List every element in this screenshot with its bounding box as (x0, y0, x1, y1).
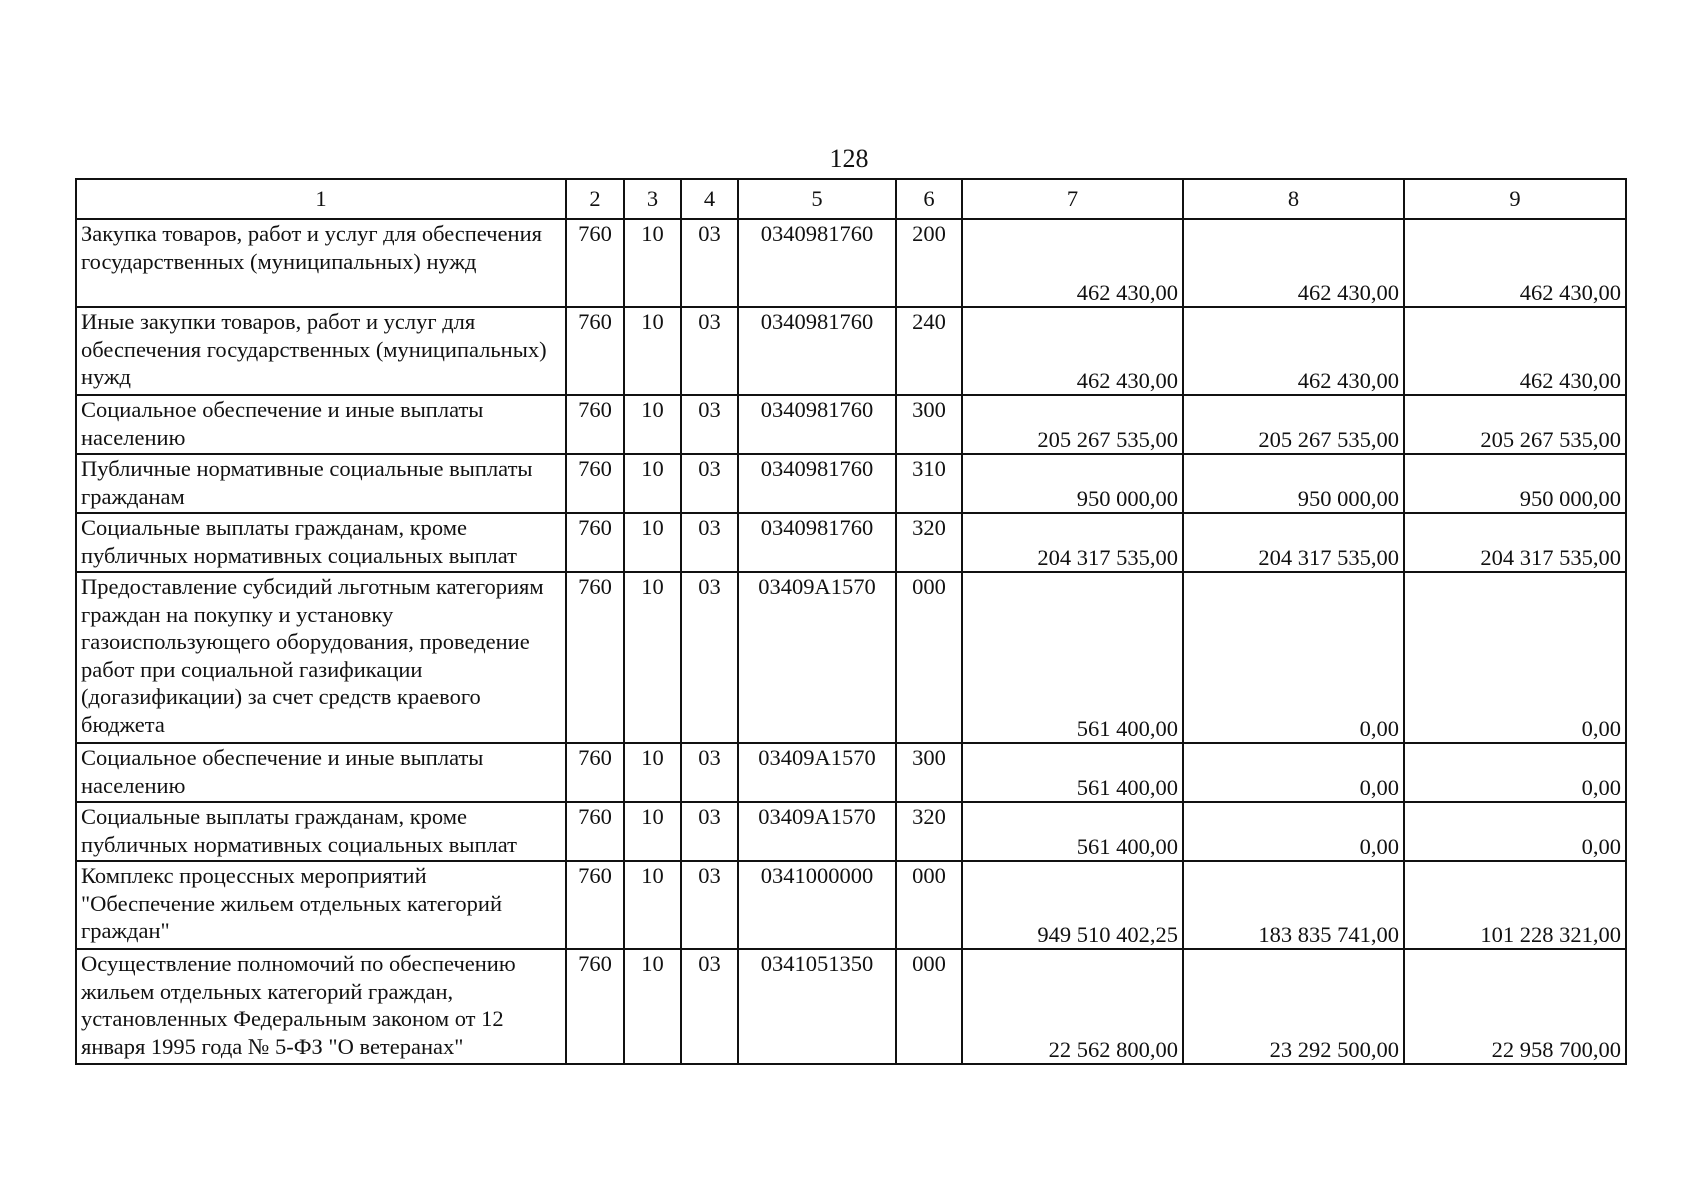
row-code-6: 310 (896, 454, 962, 513)
row-code-5: 0340981760 (738, 454, 896, 513)
row-name: Предоставление субсидий льготным категориям граждан на покупку и установку газоиспользующего оборудования, проведение работ при социальной газификации (догазификации) за счет средств краевого бюджета (76, 572, 566, 743)
column-header: 8 (1183, 179, 1404, 219)
row-amount-7: 204 317 535,00 (962, 513, 1183, 572)
column-header: 5 (738, 179, 896, 219)
row-code-4: 03 (681, 743, 738, 802)
column-header: 1 (76, 179, 566, 219)
row-amount-8: 183 835 741,00 (1183, 861, 1404, 949)
row-code-6: 000 (896, 572, 962, 743)
row-amount-9: 101 228 321,00 (1404, 861, 1626, 949)
row-amount-7: 561 400,00 (962, 572, 1183, 743)
row-code-4: 03 (681, 949, 738, 1064)
row-code-3: 10 (624, 949, 681, 1064)
table-row (76, 454, 1626, 513)
column-header: 7 (962, 179, 1183, 219)
row-amount-9: 950 000,00 (1404, 454, 1626, 513)
row-code-4: 03 (681, 861, 738, 949)
row-code-6: 000 (896, 861, 962, 949)
row-amount-8: 950 000,00 (1183, 454, 1404, 513)
row-amount-8: 23 292 500,00 (1183, 949, 1404, 1064)
row-code-5: 0341000000 (738, 861, 896, 949)
row-code-6: 300 (896, 395, 962, 454)
table-row (76, 861, 1626, 949)
row-amount-9: 462 430,00 (1404, 307, 1626, 395)
row-code-6: 200 (896, 219, 962, 307)
row-code-4: 03 (681, 395, 738, 454)
row-code-2: 760 (566, 949, 624, 1064)
table-row (76, 949, 1626, 1064)
row-amount-7: 462 430,00 (962, 307, 1183, 395)
row-name: Публичные нормативные социальные выплаты гражданам (76, 454, 566, 513)
row-amount-9: 0,00 (1404, 802, 1626, 861)
row-amount-7: 561 400,00 (962, 743, 1183, 802)
column-header: 6 (896, 179, 962, 219)
row-amount-8: 0,00 (1183, 572, 1404, 743)
row-amount-8: 462 430,00 (1183, 219, 1404, 307)
row-code-4: 03 (681, 219, 738, 307)
row-code-2: 760 (566, 802, 624, 861)
row-amount-8: 0,00 (1183, 743, 1404, 802)
row-code-4: 03 (681, 572, 738, 743)
row-amount-7: 205 267 535,00 (962, 395, 1183, 454)
table-row (76, 395, 1626, 454)
table-row (76, 572, 1626, 743)
row-amount-8: 204 317 535,00 (1183, 513, 1404, 572)
row-amount-9: 205 267 535,00 (1404, 395, 1626, 454)
page-number: 128 (829, 144, 869, 173)
row-code-5: 03409A1570 (738, 572, 896, 743)
column-header: 4 (681, 179, 738, 219)
row-code-2: 760 (566, 572, 624, 743)
column-header: 3 (624, 179, 681, 219)
row-code-5: 0340981760 (738, 219, 896, 307)
table-row (76, 743, 1626, 802)
table-row (76, 802, 1626, 861)
row-code-3: 10 (624, 219, 681, 307)
row-code-3: 10 (624, 861, 681, 949)
column-header: 2 (566, 179, 624, 219)
row-code-3: 10 (624, 395, 681, 454)
row-name: Социальные выплаты гражданам, кроме публичных нормативных социальных выплат (76, 513, 566, 572)
row-amount-7: 949 510 402,25 (962, 861, 1183, 949)
row-code-2: 760 (566, 861, 624, 949)
row-code-5: 0341051350 (738, 949, 896, 1064)
row-code-5: 0340981760 (738, 307, 896, 395)
row-code-6: 320 (896, 513, 962, 572)
row-amount-8: 462 430,00 (1183, 307, 1404, 395)
row-name: Социальное обеспечение и иные выплаты населению (76, 395, 566, 454)
row-code-3: 10 (624, 307, 681, 395)
row-code-2: 760 (566, 454, 624, 513)
row-amount-7: 561 400,00 (962, 802, 1183, 861)
table-row (76, 307, 1626, 395)
row-code-2: 760 (566, 743, 624, 802)
row-amount-9: 0,00 (1404, 743, 1626, 802)
row-code-4: 03 (681, 454, 738, 513)
row-code-3: 10 (624, 743, 681, 802)
row-code-6: 000 (896, 949, 962, 1064)
row-code-5: 0340981760 (738, 395, 896, 454)
row-code-5: 03409A1570 (738, 743, 896, 802)
row-code-4: 03 (681, 513, 738, 572)
row-code-2: 760 (566, 395, 624, 454)
row-code-2: 760 (566, 307, 624, 395)
row-amount-7: 22 562 800,00 (962, 949, 1183, 1064)
row-code-2: 760 (566, 513, 624, 572)
row-name: Социальное обеспечение и иные выплаты населению (76, 743, 566, 802)
table-row (76, 219, 1626, 307)
row-name: Осуществление полномочий по обеспечению жильем отдельных категорий граждан, установленных Федеральным законом от 12 января 1995 года № 5-ФЗ "О ветеранах" (76, 949, 566, 1064)
table-row (76, 513, 1626, 572)
row-code-4: 03 (681, 307, 738, 395)
row-code-3: 10 (624, 513, 681, 572)
row-amount-9: 0,00 (1404, 572, 1626, 743)
row-amount-9: 204 317 535,00 (1404, 513, 1626, 572)
row-name: Социальные выплаты гражданам, кроме публичных нормативных социальных выплат (76, 802, 566, 861)
row-amount-7: 462 430,00 (962, 219, 1183, 307)
budget-table (75, 178, 1627, 1065)
row-code-4: 03 (681, 802, 738, 861)
row-amount-7: 950 000,00 (962, 454, 1183, 513)
row-amount-9: 22 958 700,00 (1404, 949, 1626, 1064)
row-name: Иные закупки товаров, работ и услуг для обеспечения государственных (муниципальных) нужд (76, 307, 566, 395)
row-code-3: 10 (624, 802, 681, 861)
row-code-2: 760 (566, 219, 624, 307)
row-name: Закупка товаров, работ и услуг для обеспечения государственных (муниципальных) нужд (76, 219, 566, 307)
row-amount-8: 205 267 535,00 (1183, 395, 1404, 454)
table-header-row (76, 179, 1626, 219)
row-code-6: 320 (896, 802, 962, 861)
row-amount-8: 0,00 (1183, 802, 1404, 861)
row-code-5: 0340981760 (738, 513, 896, 572)
row-code-3: 10 (624, 454, 681, 513)
row-code-6: 240 (896, 307, 962, 395)
row-code-3: 10 (624, 572, 681, 743)
row-amount-9: 462 430,00 (1404, 219, 1626, 307)
column-header: 9 (1404, 179, 1626, 219)
row-name: Комплекс процессных мероприятий "Обеспечение жильем отдельных категорий граждан" (76, 861, 566, 949)
row-code-6: 300 (896, 743, 962, 802)
row-code-5: 03409A1570 (738, 802, 896, 861)
